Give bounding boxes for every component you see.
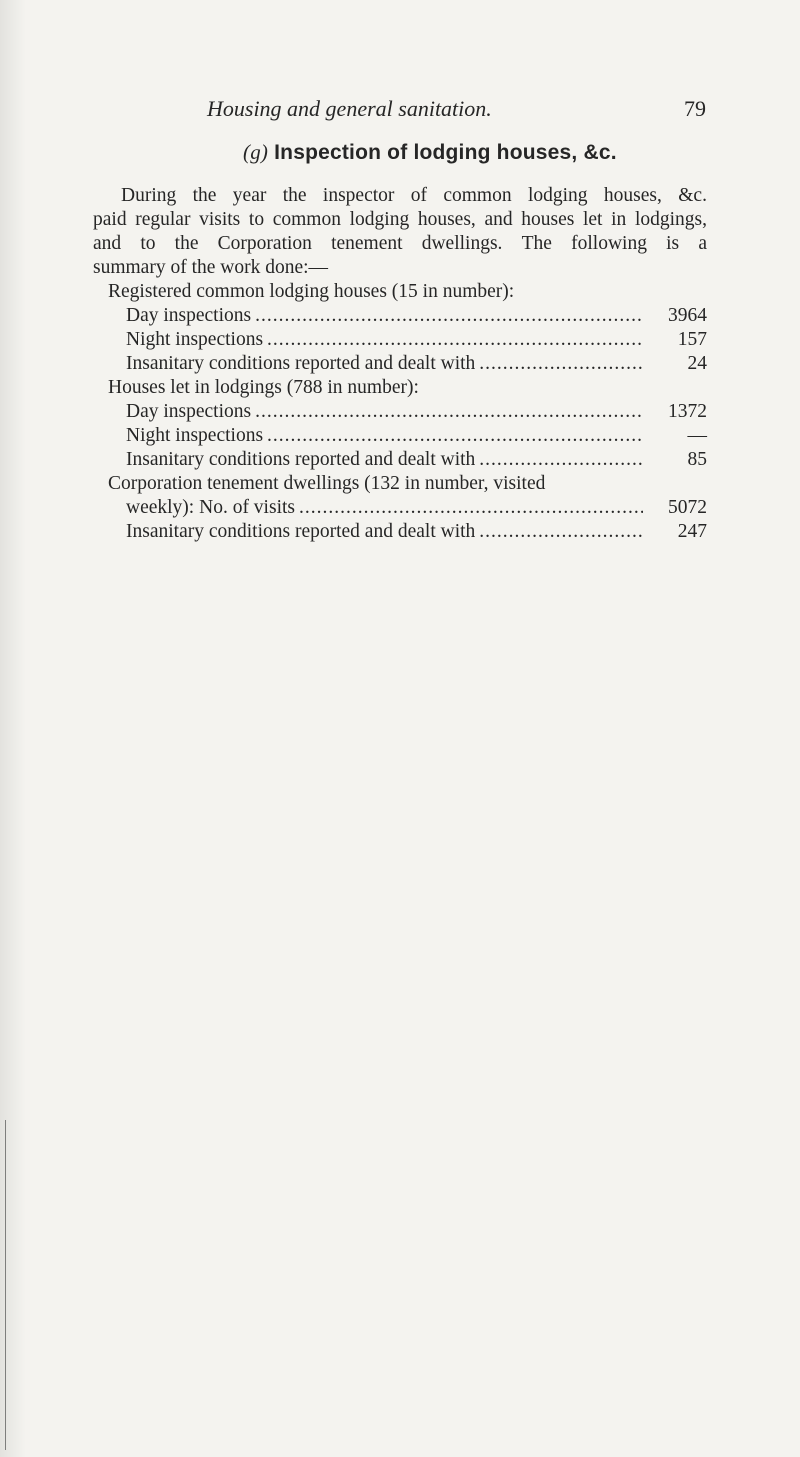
- intro-line-1: [93, 184, 707, 208]
- intro-line-4-text: summary of the work done:—: [93, 257, 329, 278]
- word: tenement: [331, 233, 403, 254]
- word: following: [571, 233, 647, 254]
- dot-leader: [255, 304, 643, 328]
- word: year: [232, 185, 267, 206]
- row-label: Day inspections: [126, 305, 252, 326]
- dot-leader: [479, 520, 643, 544]
- word: lodging: [527, 185, 588, 206]
- word: houses,: [603, 185, 662, 206]
- word: &c.: [678, 185, 707, 206]
- row-label: Insanitary conditions reported and dealt with: [126, 521, 476, 542]
- group-heading-common-lodging: Registered common lodging houses (15 in number):: [108, 281, 515, 302]
- word: houses: [521, 209, 575, 230]
- word: of: [410, 185, 427, 206]
- row-value: 1372: [668, 401, 707, 422]
- scan-shadow: [0, 0, 26, 1457]
- word: the: [282, 185, 307, 206]
- word: to: [248, 209, 265, 230]
- word: regular: [135, 209, 191, 230]
- page-number: 79: [684, 96, 706, 121]
- word: dwellings.: [421, 233, 503, 254]
- summary-row: [93, 352, 707, 376]
- word: the: [192, 185, 217, 206]
- row-value: 5072: [668, 497, 707, 518]
- row-value: 24: [687, 353, 707, 374]
- word: common: [443, 185, 512, 206]
- summary-row: [93, 424, 707, 448]
- intro-line-2: [93, 208, 707, 232]
- word: lodging: [349, 209, 410, 230]
- row-label: Insanitary conditions reported and dealt with: [126, 353, 476, 374]
- word: and: [484, 209, 513, 230]
- dot-leader: [267, 328, 643, 352]
- summary-row: [93, 496, 707, 520]
- dot-leader: [479, 448, 643, 472]
- row-label: Night inspections: [126, 329, 264, 350]
- word: a: [698, 233, 707, 254]
- running-title: Housing and general sanitation.: [207, 96, 492, 121]
- intro-line-4: [93, 256, 707, 280]
- dot-leader: [479, 352, 643, 376]
- word: During: [121, 185, 177, 206]
- section-title-text: Inspection of lodging houses, &c.: [274, 141, 617, 164]
- word: let: [582, 209, 603, 230]
- dot-leader: [255, 400, 643, 424]
- word: visits: [199, 209, 241, 230]
- row-value: 157: [677, 329, 707, 350]
- summary-row: [93, 304, 707, 328]
- inspection-summary: [93, 280, 707, 544]
- group-heading-corporation-tenement: Corporation tenement dwellings (132 in number, visited: [108, 473, 546, 494]
- row-value: 85: [687, 449, 707, 470]
- row-value: 3964: [668, 305, 707, 326]
- word: common: [272, 209, 341, 230]
- row-label: [126, 496, 295, 520]
- word: lodgings,: [634, 209, 707, 230]
- word: inspector: [322, 185, 395, 206]
- row-label: Insanitary conditions reported and dealt with: [126, 449, 476, 470]
- word: in: [611, 209, 627, 230]
- summary-row: [93, 520, 707, 544]
- running-head: [207, 96, 706, 126]
- row-label: Night inspections: [126, 425, 264, 446]
- group-heading-houses-let: Houses let in lodgings (788 in number):: [108, 377, 419, 398]
- word: paid: [93, 209, 127, 230]
- intro-paragraph: [93, 184, 707, 280]
- word: the: [174, 233, 199, 254]
- summary-row: [93, 448, 707, 472]
- section-letter: (g): [243, 140, 269, 164]
- word: to: [140, 233, 156, 254]
- row-label: Day inspections: [126, 401, 252, 422]
- dot-leader: [267, 424, 643, 448]
- summary-row: [93, 400, 707, 424]
- word: The: [521, 233, 552, 254]
- row-value: 247: [677, 521, 707, 542]
- section-title: [243, 140, 617, 165]
- word: Corporation: [217, 233, 312, 254]
- summary-row: [93, 328, 707, 352]
- word: is: [666, 233, 680, 254]
- row-label-text: No. of visits: [199, 497, 295, 518]
- scan-artifact-line: [5, 1120, 6, 1450]
- word: houses,: [417, 209, 476, 230]
- word: and: [93, 233, 122, 254]
- group-heading-continuation: weekly):: [126, 497, 195, 518]
- row-value: —: [687, 425, 707, 446]
- dot-leader: [299, 496, 643, 520]
- intro-line-3: [93, 232, 707, 256]
